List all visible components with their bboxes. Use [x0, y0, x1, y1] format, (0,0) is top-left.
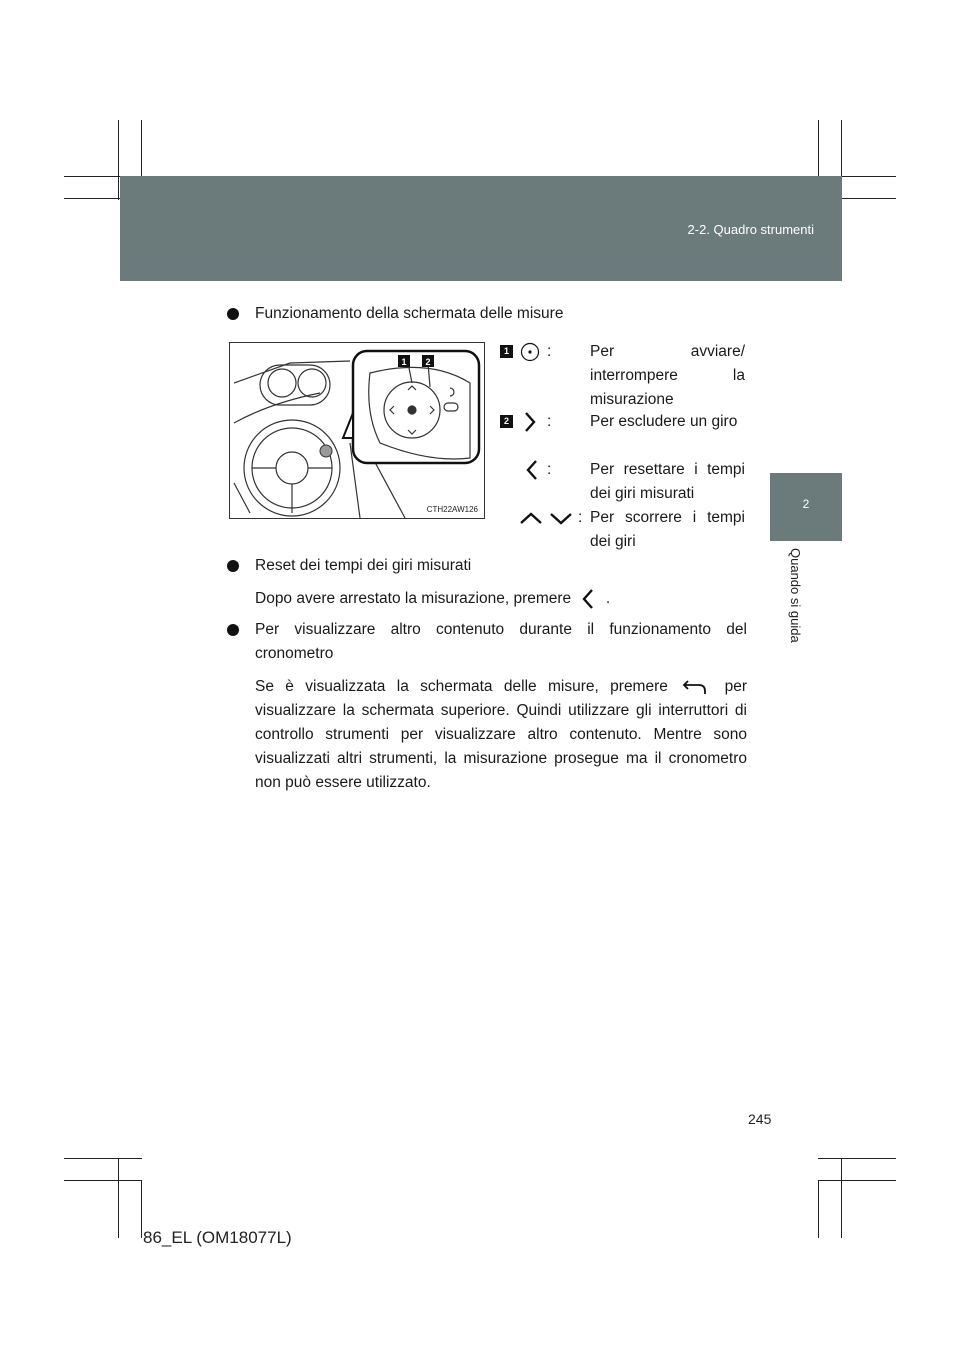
legend-description: Per scorrere i tempi dei giri: [590, 509, 745, 550]
figure-badge-2: [422, 355, 434, 367]
chevron-left-icon: [576, 588, 602, 610]
legend-row: [497, 458, 747, 506]
chapter-number: 2: [802, 497, 810, 511]
chapter-label: Quando si guida: [788, 548, 803, 643]
figure-badge-1: [398, 355, 410, 367]
crop-mark: [818, 1180, 819, 1238]
bullet-body-text: per: [724, 678, 747, 695]
bullet-title-cont: cronometro: [255, 645, 334, 662]
bullet-title: Reset dei tempi dei giri misurati: [255, 557, 472, 574]
chevron-up-icon: [519, 511, 543, 525]
crop-mark: [118, 1158, 119, 1238]
bullet-body-end: .: [605, 590, 611, 607]
legend-description: Per escludere un giro: [590, 413, 738, 430]
return-arrow-icon: [679, 677, 713, 697]
steering-switch-illustration: [229, 342, 485, 519]
legend-row: [497, 506, 747, 554]
legend-colon: :: [547, 343, 552, 360]
crop-mark: [64, 1158, 142, 1159]
bullet-body: [255, 587, 610, 611]
svg-text:2: 2: [425, 357, 431, 367]
legend-row: [497, 410, 747, 458]
bullet-body-text: Se è visualizzata la schermata delle misure, premere: [255, 678, 668, 695]
crop-mark: [841, 1158, 842, 1238]
crop-mark: [141, 1180, 142, 1238]
legend-description: Per resettare i tempi dei giri misurati: [590, 461, 745, 502]
legend-colon: :: [547, 461, 552, 478]
figure-code: CTH22AW126: [426, 505, 478, 514]
bullet-title: Per visualizzare altro contenuto durante il funzionamento del: [255, 621, 747, 638]
legend-colon: :: [578, 509, 583, 526]
crop-mark: [64, 1180, 142, 1181]
chapter-tab: [770, 473, 842, 541]
chevron-right-icon: [522, 411, 538, 433]
section-header: [120, 176, 842, 281]
page-number: 245: [748, 1111, 772, 1127]
section-heading-text: Funzionamento della schermata delle misure: [255, 305, 564, 322]
crop-mark: [818, 1158, 896, 1159]
bullet-body-text: Dopo avere arrestato la misurazione, premere: [255, 590, 572, 607]
chevron-down-icon: [549, 511, 573, 525]
bullet-icon: [227, 624, 239, 636]
bullet-body-rest: visualizzare la schermata superiore. Quindi utilizzare gli interruttori di controllo strumenti per visualizzare altro contenuto. Mentre sono visualizzati altri strumenti, la misurazione prosegue ma il cronometro non può essere utilizzato.: [255, 702, 747, 791]
center-dot-icon: [520, 342, 540, 362]
steering-wheel-drawing: [230, 343, 484, 518]
section-title: 2-2. Quadro strumenti: [687, 222, 814, 237]
legend-badge: 1: [500, 345, 513, 358]
crop-mark: [818, 1180, 896, 1181]
bullet-body: [255, 675, 747, 699]
legend-description: Per avviare/ interrompere la misurazione: [590, 343, 745, 408]
document-code: 86_EL (OM18077L): [143, 1228, 292, 1247]
bullet-icon: [227, 560, 239, 572]
crop-mark: [118, 120, 119, 200]
bullet-icon: [227, 308, 239, 320]
legend-badge: 2: [500, 415, 513, 428]
legend-row: [497, 340, 747, 412]
legend-colon: :: [547, 413, 552, 430]
chevron-left-icon: [524, 459, 540, 481]
svg-text:1: 1: [401, 357, 407, 367]
